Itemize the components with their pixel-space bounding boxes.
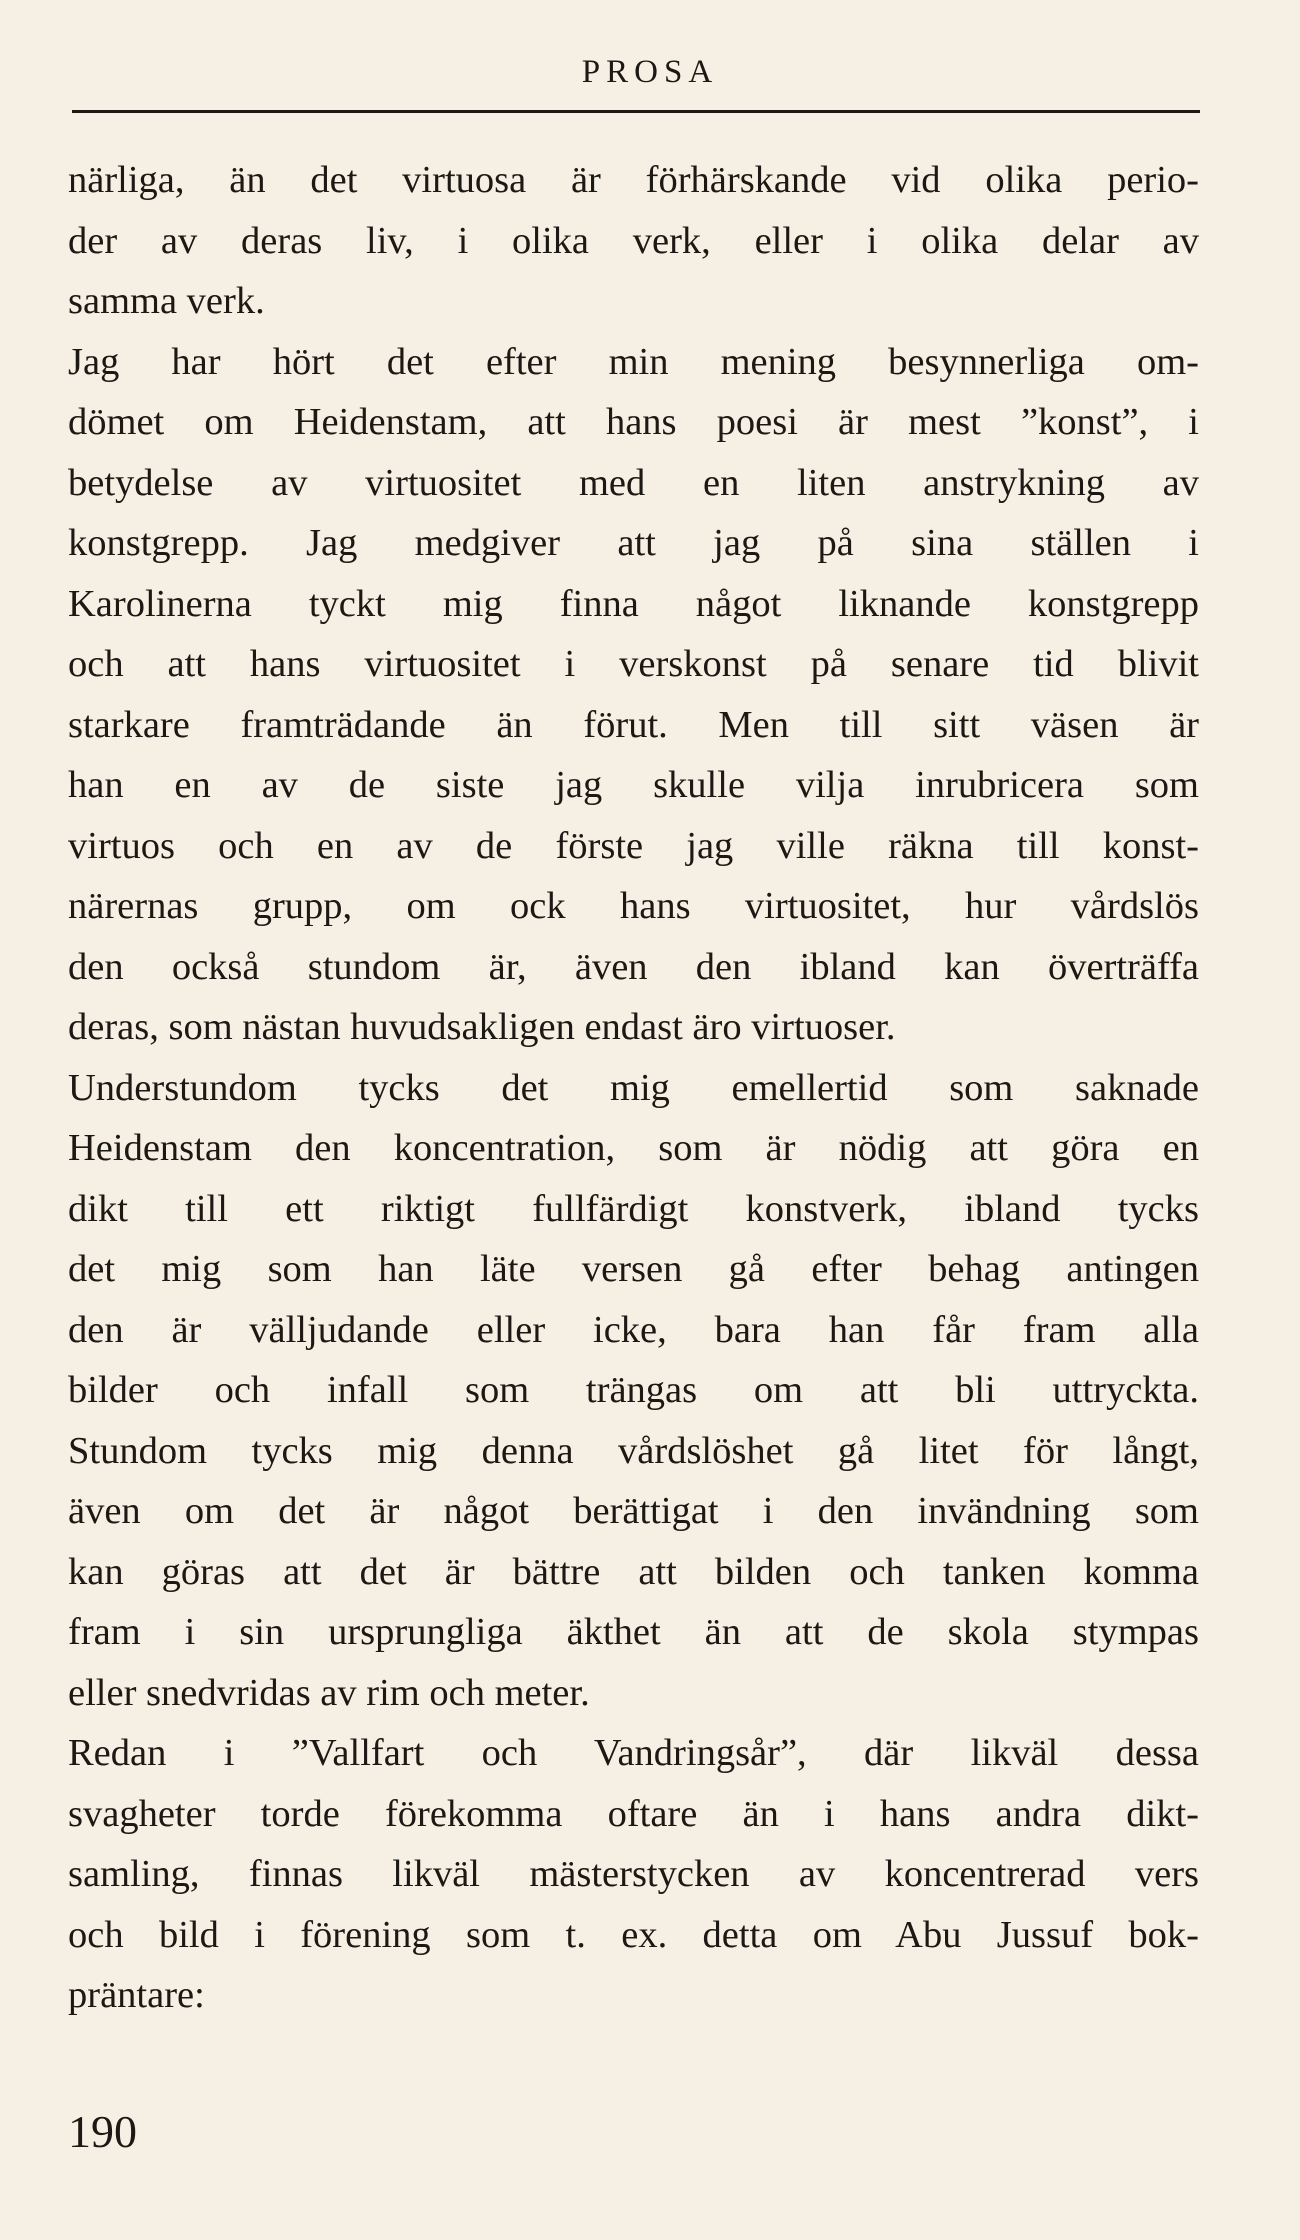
- page-number: 190: [68, 2106, 137, 2157]
- text-line: och bild i förening som t. ex. detta om Abu Jussuf bok-: [68, 1913, 1199, 1956]
- paragraph: [68, 1723, 1199, 2026]
- body-text: [68, 150, 1199, 2026]
- text-line: dömet om Heidenstam, att hans poesi är mest ”konst”, i: [68, 401, 1199, 443]
- text-line: eller snedvridas av rim och meter.: [68, 1671, 590, 1714]
- text-line: konstgrepp. Jag medgiver att jag på sina ställen i: [68, 522, 1199, 564]
- text-line: han en av de siste jag skulle vilja inrubricera som: [68, 764, 1199, 806]
- text-line: Karolinerna tyckt mig finna något liknande konstgrepp: [68, 582, 1199, 625]
- text-line: det mig som han läte versen gå efter behag antingen: [68, 1248, 1199, 1290]
- text-line: dikt till ett riktigt fullfärdigt konstverk, ibland tycks: [68, 1187, 1199, 1230]
- text-line: Jag har hört det efter min mening besynnerliga om-: [68, 340, 1199, 383]
- text-line: den är välljudande eller icke, bara han får fram alla: [68, 1308, 1199, 1351]
- text-line: fram i sin ursprungliga äkthet än att de skola stympas: [68, 1611, 1199, 1653]
- text-line: närliga, än det virtuosa är förhärskande vid olika perio-: [68, 159, 1199, 201]
- text-line: den också stundom är, även den ibland kan överträffa: [68, 945, 1199, 988]
- text-line: Heidenstam den koncentration, som är nödig att göra en: [68, 1127, 1199, 1169]
- text-line: samma verk.: [68, 280, 265, 322]
- text-line: virtuos och en av de förste jag ville räkna till konst-: [68, 824, 1199, 867]
- text-line: Stundom tycks mig denna vårdslöshet gå litet för långt,: [68, 1429, 1199, 1472]
- paragraph: [68, 1058, 1199, 1724]
- text-line: samling, finnas likväl mästerstycken av koncentrerad vers: [68, 1853, 1199, 1895]
- text-line: bilder och infall som trängas om att bli uttryckta.: [68, 1369, 1199, 1411]
- text-line: deras, som nästan huvudsakligen endast äro virtuoser.: [68, 1006, 896, 1048]
- paragraph: [68, 150, 1199, 332]
- text-line: och att hans virtuositet i verskonst på senare tid blivit: [68, 643, 1199, 685]
- running-head: PROSA: [581, 54, 719, 90]
- text-line: även om det är något berättigat i den invändning som: [68, 1490, 1199, 1532]
- text-line: svagheter torde förekomma oftare än i hans andra dikt-: [68, 1792, 1199, 1835]
- text-line: der av deras liv, i olika verk, eller i olika delar av: [68, 219, 1199, 262]
- text-line: närernas grupp, om ock hans virtuositet, hur vårdslös: [68, 885, 1199, 927]
- text-line: Redan i ”Vallfart och Vandringsår”, där likväl dessa: [68, 1732, 1199, 1774]
- text-line: Understundom tycks det mig emellertid som saknade: [68, 1066, 1199, 1109]
- header-rule: [72, 110, 1200, 113]
- text-line: präntare:: [68, 1974, 205, 2016]
- text-line: betydelse av virtuositet med en liten anstrykning av: [68, 461, 1199, 504]
- paragraph: [68, 332, 1199, 1058]
- text-line: starkare framträdande än förut. Men till sitt väsen är: [68, 703, 1199, 746]
- text-line: kan göras att det är bättre att bilden och tanken komma: [68, 1550, 1199, 1593]
